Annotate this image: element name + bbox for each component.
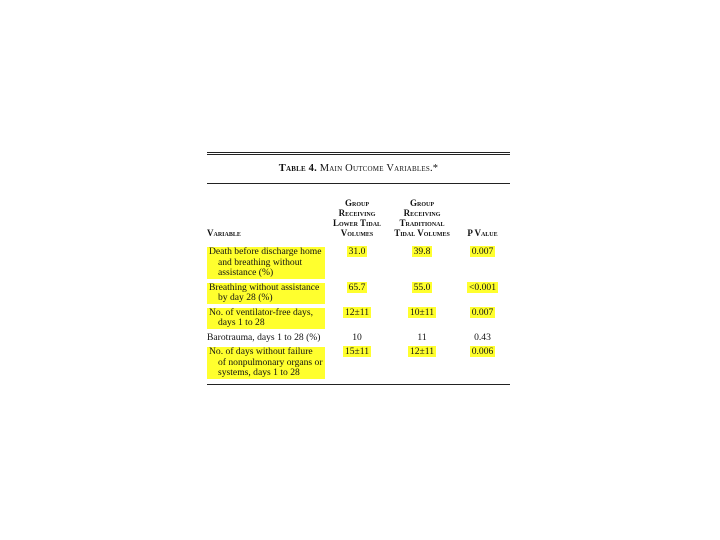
row-p-value: 0.006 — [471, 346, 494, 357]
row-variable-label: Barotrauma, days 1 to 28 (%) — [207, 331, 321, 343]
row-variable-label: Death before discharge home and breathing without assistance (%) — [207, 247, 325, 279]
row-traditional-value: 55.0 — [413, 281, 431, 293]
row-lower-value: 12±11 — [344, 306, 370, 318]
row-variable-label: Breathing without assistance by day 28 (%) — [207, 283, 325, 304]
table-row — [207, 346, 510, 382]
row-p-value: 0.007 — [471, 306, 494, 318]
table-caption-label: Table 4. — [278, 163, 317, 174]
table-row — [207, 243, 510, 282]
row-p-value: <0.001 — [469, 281, 496, 293]
row-lower-value: 10 — [352, 331, 362, 343]
row-lower-value: 65.7 — [348, 281, 366, 293]
column-header-lower-tidal: Group Receiving Lower Tidal Volumes — [332, 198, 382, 238]
row-traditional-value: 11 — [417, 331, 427, 343]
table-row — [207, 332, 510, 347]
row-variable-label: No. of days without failure of nonpulmonary organs or systems, days 1 to 28 — [207, 347, 325, 379]
table-caption — [207, 155, 510, 183]
row-p-value: 0.43 — [474, 331, 491, 343]
outcome-table — [207, 184, 510, 382]
column-header-traditional-tidal: Group Receiving Traditional Tidal Volumes — [394, 198, 450, 238]
row-lower-value: 15±11 — [344, 346, 370, 357]
row-variable-label: No. of ventilator-free days, days 1 to 28 — [207, 308, 325, 329]
table-caption-title: Main Outcome Variables.* — [319, 163, 439, 174]
row-traditional-value: 39.8 — [413, 246, 431, 257]
table-body — [207, 243, 510, 382]
row-traditional-value: 10±11 — [409, 306, 435, 318]
table-row — [207, 307, 510, 332]
outcome-table-block — [207, 152, 510, 385]
row-lower-value: 31.0 — [348, 246, 366, 257]
header-row — [207, 184, 510, 243]
column-header-p-value: P Value — [467, 228, 498, 238]
table-row — [207, 282, 510, 307]
bottom-rule — [207, 384, 510, 385]
column-header-variable: Variable — [207, 228, 241, 238]
row-traditional-value: 12±11 — [409, 346, 435, 357]
row-p-value: 0.007 — [471, 246, 494, 257]
